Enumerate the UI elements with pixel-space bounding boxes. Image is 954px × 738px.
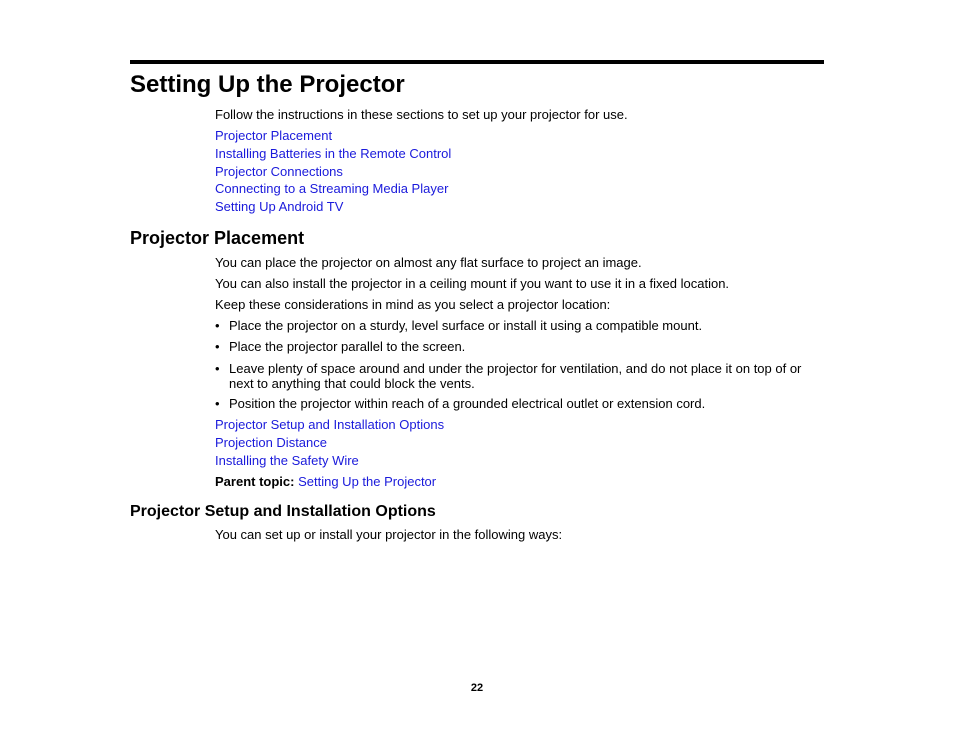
section-heading-projector-placement: Projector Placement [130,228,305,248]
bullet-dot: • [215,396,220,411]
link-projection-distance[interactable]: Projection Distance [215,435,327,450]
bullet-item [215,396,815,411]
setup-options-paragraph: You can set up or install your projector in the following ways: [215,527,563,542]
bullet-text: Place the projector on a sturdy, level surface or install it using a compatible mount. [229,318,703,333]
intro-text: Follow the instructions in these sections to set up your projector for use. [215,107,628,122]
placement-paragraph: Keep these considerations in mind as you select a projector location: [215,297,611,312]
parent-topic-link[interactable]: Setting Up the Projector [298,474,437,489]
bullet-text: Place the projector parallel to the screen. [229,339,466,354]
parent-topic [215,474,436,489]
page-number: 22 [470,682,484,694]
bullet-dot: • [215,339,220,354]
bullet-text: Leave plenty of space around and under the projector for ventilation, and do not place it on top of or next to anything that could block the vents. [229,361,802,391]
parent-topic-label: Parent topic: [215,474,295,489]
page-title: Setting Up the Projector [130,71,405,98]
bullet-item [215,361,815,391]
toc-link-android-tv[interactable]: Setting Up Android TV [215,199,344,214]
link-setup-installation-options[interactable]: Projector Setup and Installation Options [215,417,445,432]
bullet-text: Position the projector within reach of a grounded electrical outlet or extension cord. [229,396,706,411]
bullet-item [215,339,815,354]
bullet-dot: • [215,361,220,376]
bullet-dot: • [215,318,220,333]
top-rule [130,60,824,64]
toc-link-streaming-media-player[interactable]: Connecting to a Streaming Media Player [215,181,449,196]
toc-link-projector-placement[interactable]: Projector Placement [215,128,333,143]
section-heading-setup-options: Projector Setup and Installation Options [130,503,436,520]
bullet-item [215,318,815,333]
toc-link-projector-connections[interactable]: Projector Connections [215,164,343,179]
toc-link-installing-batteries[interactable]: Installing Batteries in the Remote Control [215,146,452,161]
placement-paragraph: You can also install the projector in a ceiling mount if you want to use it in a fixed location. [215,276,730,291]
link-safety-wire[interactable]: Installing the Safety Wire [215,453,359,468]
placement-paragraph: You can place the projector on almost any flat surface to project an image. [215,255,642,270]
